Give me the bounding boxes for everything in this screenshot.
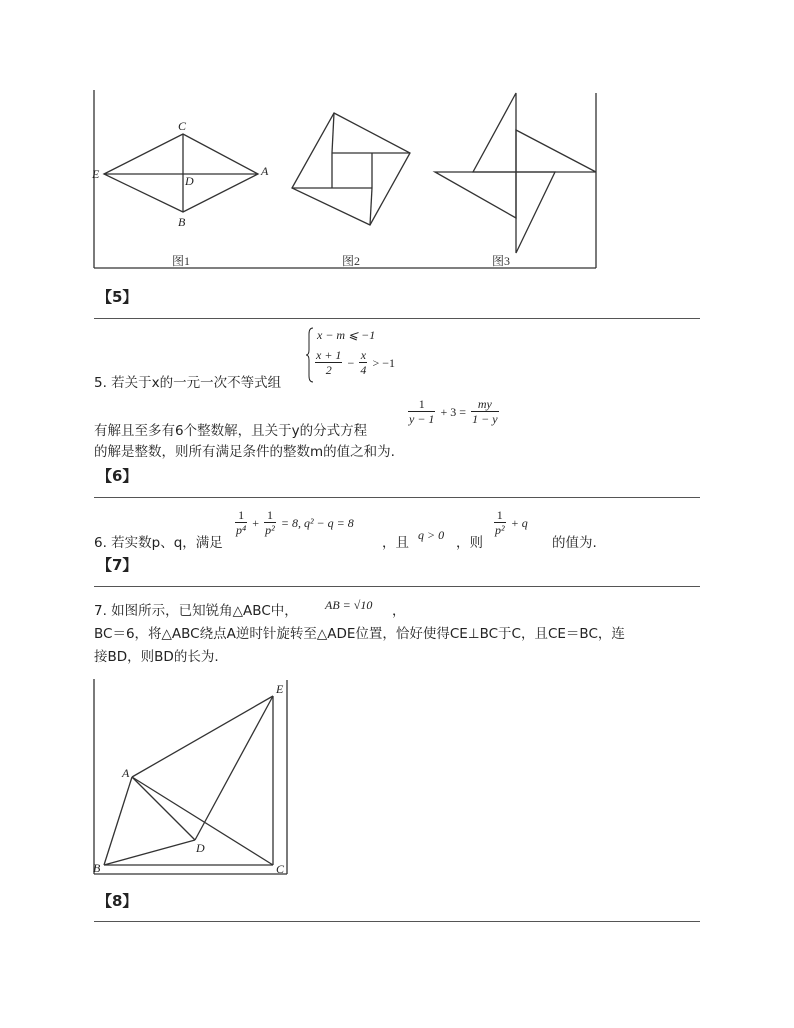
q5-frac2-num: x	[360, 348, 367, 362]
q5-eq-den1: y − 1	[409, 412, 435, 426]
q5-prefix: 5. 若关于x的一元一次不等式组	[94, 375, 282, 391]
q5-line2: 有解且至多有6个整数解，且关于y的分式方程	[94, 423, 368, 439]
q6-num-c: 1	[494, 508, 506, 523]
q6-mid2: ，则	[456, 535, 483, 551]
q5-brace-icon	[305, 326, 315, 384]
fig1-label-e: E	[92, 167, 100, 181]
q5-eq-den2: 1 − y	[472, 412, 498, 426]
q7-ab-eq: AB = √10	[325, 598, 373, 612]
q7-line2: BC＝6，将△ABC绕点A逆时针旋转至△ADE位置，恰好使得CE⊥BC于C，且CE＝BC，连	[94, 626, 625, 642]
fig1-label-d: D	[185, 174, 194, 188]
q5-frac2-den: 4	[360, 363, 367, 377]
answer-5: 【5】	[97, 288, 138, 306]
q6-den-c: p²	[495, 523, 505, 537]
top-figures	[88, 88, 608, 273]
fig1-label-c: C	[178, 119, 187, 133]
fig2-square	[292, 113, 410, 225]
q7-prefix: 7. 如图所示，已知锐角△ABC中，	[94, 603, 298, 619]
answer-8: 【8】	[97, 892, 138, 910]
q7-label-a: A	[122, 766, 130, 780]
fig1-label-b: B	[178, 215, 186, 229]
q7-label-c: C	[276, 862, 285, 876]
divider-3	[94, 586, 700, 587]
divider-1	[94, 318, 700, 319]
q5-ineq1: x − m ⩽ −1	[317, 328, 376, 342]
q5-frac1-den: 2	[325, 363, 332, 377]
q6-den-b: p²	[265, 523, 275, 537]
q5-eq-mid: + 3 =	[440, 405, 467, 419]
q6-cond: q > 0	[418, 528, 445, 542]
q6-end: 的值为.	[552, 535, 597, 551]
q6-mid1: ，且	[382, 535, 409, 551]
q5-ineq2-tail: > −1	[372, 356, 396, 370]
q7-label-d: D	[196, 841, 205, 855]
q7-line3: 接BD，则BD的长为.	[94, 649, 219, 665]
q7-label-b: B	[93, 861, 101, 875]
q7-comma: ，	[392, 603, 406, 619]
fig3-pinwheel	[435, 93, 596, 253]
q6-num-a: 1	[235, 508, 247, 523]
q6-tail: = 8, q² − q = 8	[280, 516, 354, 530]
q6-prefix: 6. 若实数p、q，满足	[94, 535, 223, 551]
answer-7: 【7】	[97, 556, 138, 574]
q5-fraction-equation	[408, 397, 499, 426]
q7-triangles	[104, 696, 273, 865]
q6-num-b: 1	[264, 508, 276, 523]
answer-6: 【6】	[97, 467, 138, 485]
fig2-caption: 图2	[342, 254, 361, 268]
q5-minus: −	[347, 356, 355, 370]
q6-equation	[235, 508, 354, 537]
q5-eq-num1: 1	[408, 397, 435, 412]
fig1-label-a: A	[261, 164, 269, 178]
fig1-caption: 图1	[172, 254, 191, 268]
q5-line3: 的解是整数，则所有满足条件的整数m的值之和为.	[94, 444, 395, 460]
q6-plus: +	[252, 516, 260, 530]
q6-plus-q: + q	[510, 516, 528, 530]
q7-figure	[88, 676, 298, 878]
q5-eq-num2: my	[471, 397, 498, 412]
q5-ineq2	[315, 348, 395, 377]
q5-frac1-num: x + 1	[316, 348, 342, 362]
q6-den-a: p⁴	[236, 523, 247, 537]
divider-4	[94, 921, 700, 922]
divider-2	[94, 497, 700, 498]
fig1-rhombus	[104, 134, 258, 212]
q6-expression	[494, 508, 528, 537]
q7-label-e: E	[276, 682, 284, 696]
fig3-caption: 图3	[492, 254, 511, 268]
